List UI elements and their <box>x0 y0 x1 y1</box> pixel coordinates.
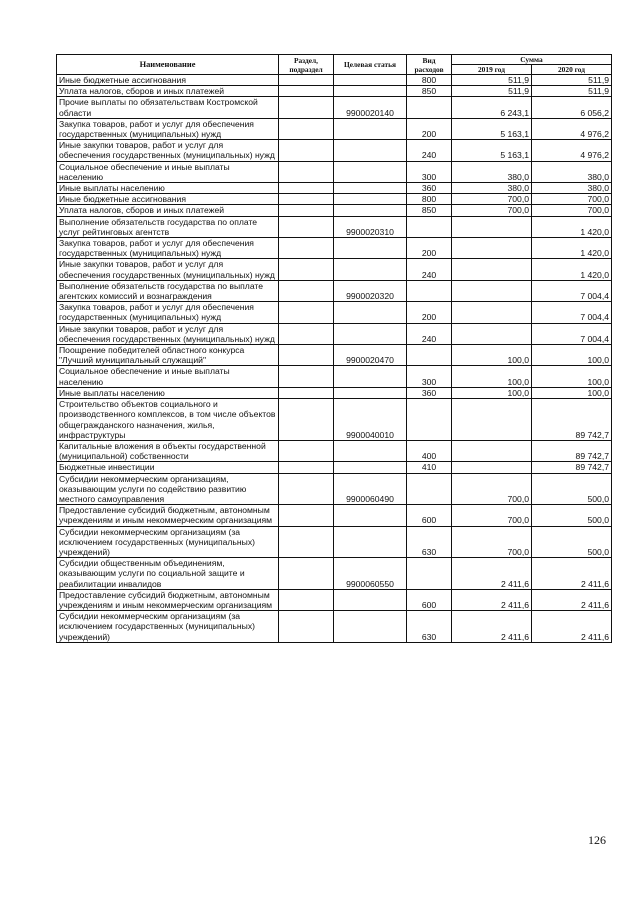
table-row <box>57 194 612 205</box>
row-expense-type-cell: 400 <box>407 440 452 461</box>
row-expense-type-cell: 200 <box>407 118 452 139</box>
row-target-cell <box>334 440 407 461</box>
row-section-cell <box>279 280 334 301</box>
row-sum-2020-cell: 2 411,6 <box>532 611 612 643</box>
table-row <box>57 366 612 387</box>
row-sum-2019-cell <box>452 259 532 280</box>
row-target-cell <box>334 323 407 344</box>
table-row <box>57 86 612 97</box>
budget-table <box>56 54 612 643</box>
row-name-cell: Закупка товаров, работ и услуг для обеспечения государственных (муниципальных) нужд <box>57 238 279 259</box>
row-section-cell <box>279 611 334 643</box>
row-sum-2020-cell: 380,0 <box>532 183 612 194</box>
row-section-cell <box>279 97 334 118</box>
row-sum-2019-cell: 2 411,6 <box>452 611 532 643</box>
row-name-cell: Иные бюджетные ассигнования <box>57 75 279 86</box>
row-sum-2019-cell: 5 163,1 <box>452 118 532 139</box>
row-section-cell <box>279 462 334 473</box>
row-sum-2019-cell: 700,0 <box>452 205 532 216</box>
row-sum-2019-cell: 511,9 <box>452 86 532 97</box>
row-name-cell: Иные выплаты населению <box>57 183 279 194</box>
row-target-cell <box>334 75 407 86</box>
row-target-cell <box>334 194 407 205</box>
row-section-cell <box>279 86 334 97</box>
row-sum-2019-cell: 511,9 <box>452 75 532 86</box>
row-target-cell <box>334 589 407 610</box>
row-sum-2020-cell: 1 420,0 <box>532 216 612 237</box>
table-row <box>57 345 612 366</box>
table-row <box>57 302 612 323</box>
table-row <box>57 205 612 216</box>
row-target-cell <box>334 259 407 280</box>
table-row <box>57 611 612 643</box>
row-section-cell <box>279 259 334 280</box>
row-name-cell: Социальное обеспечение и иные выплаты населению <box>57 161 279 182</box>
row-sum-2019-cell <box>452 216 532 237</box>
row-sum-2019-cell <box>452 440 532 461</box>
row-target-cell <box>334 238 407 259</box>
row-sum-2020-cell: 500,0 <box>532 473 612 505</box>
row-sum-2020-cell: 100,0 <box>532 366 612 387</box>
page-number: 126 <box>588 833 606 847</box>
row-section-cell <box>279 323 334 344</box>
row-target-cell <box>334 387 407 398</box>
row-name-cell: Субсидии общественным объединениям, оказывающим услуги по социальной защите и реабилитации инвалидов <box>57 558 279 590</box>
row-expense-type-cell <box>407 280 452 301</box>
row-expense-type-cell: 850 <box>407 86 452 97</box>
row-sum-2020-cell: 89 742,7 <box>532 440 612 461</box>
row-name-cell: Субсидии некоммерческим организациям (за исключением государственных (муниципальных) учреждений) <box>57 526 279 558</box>
row-target-cell: 9900060490 <box>334 473 407 505</box>
row-expense-type-cell <box>407 558 452 590</box>
row-target-cell <box>334 183 407 194</box>
row-expense-type-cell: 240 <box>407 140 452 161</box>
row-expense-type-cell: 600 <box>407 505 452 526</box>
row-sum-2020-cell: 2 411,6 <box>532 558 612 590</box>
row-sum-2020-cell: 7 004,4 <box>532 302 612 323</box>
row-sum-2020-cell: 380,0 <box>532 161 612 182</box>
row-target-cell <box>334 611 407 643</box>
row-sum-2019-cell: 380,0 <box>452 161 532 182</box>
row-name-cell: Бюджетные инвестиции <box>57 462 279 473</box>
row-expense-type-cell: 410 <box>407 462 452 473</box>
row-name-cell: Иные закупки товаров, работ и услуг для обеспечения государственных (муниципальных) нужд <box>57 259 279 280</box>
row-expense-type-cell <box>407 473 452 505</box>
row-sum-2020-cell: 7 004,4 <box>532 280 612 301</box>
table-row <box>57 440 612 461</box>
row-expense-type-cell <box>407 97 452 118</box>
row-expense-type-cell: 850 <box>407 205 452 216</box>
header-section: Раздел, подраздел <box>279 55 334 75</box>
row-sum-2019-cell <box>452 238 532 259</box>
row-section-cell <box>279 140 334 161</box>
row-name-cell: Иные выплаты населению <box>57 387 279 398</box>
row-section-cell <box>279 194 334 205</box>
row-sum-2020-cell: 500,0 <box>532 526 612 558</box>
row-sum-2019-cell <box>452 302 532 323</box>
row-sum-2019-cell <box>452 280 532 301</box>
row-section-cell <box>279 161 334 182</box>
row-expense-type-cell <box>407 399 452 441</box>
table-row <box>57 140 612 161</box>
header-sum: Сумма <box>452 55 612 65</box>
table-body <box>57 75 612 643</box>
row-name-cell: Уплата налогов, сборов и иных платежей <box>57 205 279 216</box>
table-row <box>57 558 612 590</box>
row-section-cell <box>279 216 334 237</box>
row-target-cell <box>334 86 407 97</box>
row-sum-2019-cell: 380,0 <box>452 183 532 194</box>
row-sum-2019-cell: 100,0 <box>452 345 532 366</box>
row-name-cell: Выполнение обязательств государства по оплате услуг рейтинговых агентств <box>57 216 279 237</box>
table-row <box>57 161 612 182</box>
row-expense-type-cell: 300 <box>407 366 452 387</box>
table-row <box>57 387 612 398</box>
table-row <box>57 280 612 301</box>
row-target-cell: 9900020470 <box>334 345 407 366</box>
row-section-cell <box>279 505 334 526</box>
row-name-cell: Закупка товаров, работ и услуг для обеспечения государственных (муниципальных) нужд <box>57 118 279 139</box>
row-expense-type-cell <box>407 345 452 366</box>
row-sum-2019-cell <box>452 399 532 441</box>
row-section-cell <box>279 238 334 259</box>
row-name-cell: Субсидии некоммерческим организациям (за исключением государственных (муниципальных) учреждений) <box>57 611 279 643</box>
row-name-cell: Иные бюджетные ассигнования <box>57 194 279 205</box>
row-sum-2019-cell: 100,0 <box>452 387 532 398</box>
row-expense-type-cell: 200 <box>407 302 452 323</box>
row-sum-2020-cell: 500,0 <box>532 505 612 526</box>
row-sum-2020-cell: 4 976,2 <box>532 140 612 161</box>
row-section-cell <box>279 75 334 86</box>
row-section-cell <box>279 302 334 323</box>
row-section-cell <box>279 440 334 461</box>
row-name-cell: Иные закупки товаров, работ и услуг для обеспечения государственных (муниципальных) нужд <box>57 140 279 161</box>
row-section-cell <box>279 558 334 590</box>
table-row <box>57 97 612 118</box>
row-section-cell <box>279 526 334 558</box>
row-sum-2020-cell: 4 976,2 <box>532 118 612 139</box>
row-section-cell <box>279 473 334 505</box>
row-sum-2019-cell <box>452 323 532 344</box>
row-name-cell: Строительство объектов социального и производственного комплексов, в том числе объектов общегражданского назначения, жилья, инфраструктуры <box>57 399 279 441</box>
row-target-cell: 9900060550 <box>334 558 407 590</box>
row-section-cell <box>279 366 334 387</box>
row-name-cell: Уплата налогов, сборов и иных платежей <box>57 86 279 97</box>
row-name-cell: Субсидии некоммерческим организациям, оказывающим услуги по содействию развитию местного самоуправления <box>57 473 279 505</box>
row-sum-2019-cell: 6 243,1 <box>452 97 532 118</box>
table-row <box>57 473 612 505</box>
row-name-cell: Капитальные вложения в объекты государственной (муниципальной) собственности <box>57 440 279 461</box>
row-expense-type-cell: 800 <box>407 194 452 205</box>
row-target-cell: 9900020320 <box>334 280 407 301</box>
row-sum-2019-cell: 100,0 <box>452 366 532 387</box>
table-row <box>57 526 612 558</box>
table-row <box>57 505 612 526</box>
row-sum-2019-cell: 700,0 <box>452 473 532 505</box>
row-sum-2019-cell <box>452 462 532 473</box>
row-section-cell <box>279 118 334 139</box>
row-expense-type-cell: 600 <box>407 589 452 610</box>
row-name-cell: Иные закупки товаров, работ и услуг для обеспечения государственных (муниципальных) нужд <box>57 323 279 344</box>
row-sum-2020-cell: 89 742,7 <box>532 399 612 441</box>
row-name-cell: Предоставление субсидий бюджетным, автономным учреждениям и иным некоммерческим организациям <box>57 589 279 610</box>
row-sum-2019-cell: 2 411,6 <box>452 589 532 610</box>
table-row <box>57 462 612 473</box>
row-expense-type-cell <box>407 216 452 237</box>
row-expense-type-cell: 800 <box>407 75 452 86</box>
table-row <box>57 75 612 86</box>
row-name-cell: Выполнение обязательств государства по выплате агентских комиссий и вознаграждения <box>57 280 279 301</box>
row-sum-2020-cell: 700,0 <box>532 205 612 216</box>
row-name-cell: Социальное обеспечение и иные выплаты населению <box>57 366 279 387</box>
row-sum-2019-cell: 5 163,1 <box>452 140 532 161</box>
row-sum-2020-cell: 700,0 <box>532 194 612 205</box>
row-target-cell <box>334 366 407 387</box>
row-section-cell <box>279 183 334 194</box>
header-expense-type: Вид расходов <box>407 55 452 75</box>
table-row <box>57 399 612 441</box>
row-expense-type-cell: 240 <box>407 259 452 280</box>
row-target-cell <box>334 526 407 558</box>
row-target-cell <box>334 505 407 526</box>
table-row <box>57 323 612 344</box>
header-target: Целевая статья <box>334 55 407 75</box>
header-year-2020: 2020 год <box>532 65 612 75</box>
table-row <box>57 238 612 259</box>
row-name-cell: Предоставление субсидий бюджетным, автономным учреждениям и иным некоммерческим организациям <box>57 505 279 526</box>
row-expense-type-cell: 360 <box>407 183 452 194</box>
row-sum-2020-cell: 511,9 <box>532 86 612 97</box>
row-target-cell: 9900040010 <box>334 399 407 441</box>
table-row <box>57 216 612 237</box>
row-target-cell: 9900020310 <box>334 216 407 237</box>
row-sum-2020-cell: 7 004,4 <box>532 323 612 344</box>
row-expense-type-cell: 360 <box>407 387 452 398</box>
row-expense-type-cell: 240 <box>407 323 452 344</box>
row-target-cell <box>334 118 407 139</box>
row-sum-2020-cell: 511,9 <box>532 75 612 86</box>
row-section-cell <box>279 205 334 216</box>
table-row <box>57 118 612 139</box>
row-expense-type-cell: 630 <box>407 526 452 558</box>
row-sum-2020-cell: 100,0 <box>532 387 612 398</box>
row-section-cell <box>279 387 334 398</box>
row-sum-2020-cell: 2 411,6 <box>532 589 612 610</box>
row-sum-2019-cell: 700,0 <box>452 505 532 526</box>
row-sum-2020-cell: 6 056,2 <box>532 97 612 118</box>
row-sum-2020-cell: 100,0 <box>532 345 612 366</box>
header-year-2019: 2019 год <box>452 65 532 75</box>
row-name-cell: Прочие выплаты по обязательствам Костромской области <box>57 97 279 118</box>
row-target-cell: 9900020140 <box>334 97 407 118</box>
row-target-cell <box>334 161 407 182</box>
row-sum-2019-cell: 700,0 <box>452 526 532 558</box>
row-section-cell <box>279 345 334 366</box>
row-name-cell: Закупка товаров, работ и услуг для обеспечения государственных (муниципальных) нужд <box>57 302 279 323</box>
row-target-cell <box>334 205 407 216</box>
row-name-cell: Поощрение победителей областного конкурса "Лучший муниципальный служащий" <box>57 345 279 366</box>
table-row <box>57 589 612 610</box>
header-name: Наименование <box>57 55 279 75</box>
row-section-cell <box>279 589 334 610</box>
table-row <box>57 259 612 280</box>
row-sum-2020-cell: 1 420,0 <box>532 238 612 259</box>
row-expense-type-cell: 200 <box>407 238 452 259</box>
table-header <box>57 55 612 75</box>
row-sum-2019-cell: 2 411,6 <box>452 558 532 590</box>
row-target-cell <box>334 302 407 323</box>
row-expense-type-cell: 300 <box>407 161 452 182</box>
row-section-cell <box>279 399 334 441</box>
row-sum-2020-cell: 1 420,0 <box>532 259 612 280</box>
row-target-cell <box>334 462 407 473</box>
row-expense-type-cell: 630 <box>407 611 452 643</box>
row-sum-2019-cell: 700,0 <box>452 194 532 205</box>
table-row <box>57 183 612 194</box>
row-target-cell <box>334 140 407 161</box>
row-sum-2020-cell: 89 742,7 <box>532 462 612 473</box>
